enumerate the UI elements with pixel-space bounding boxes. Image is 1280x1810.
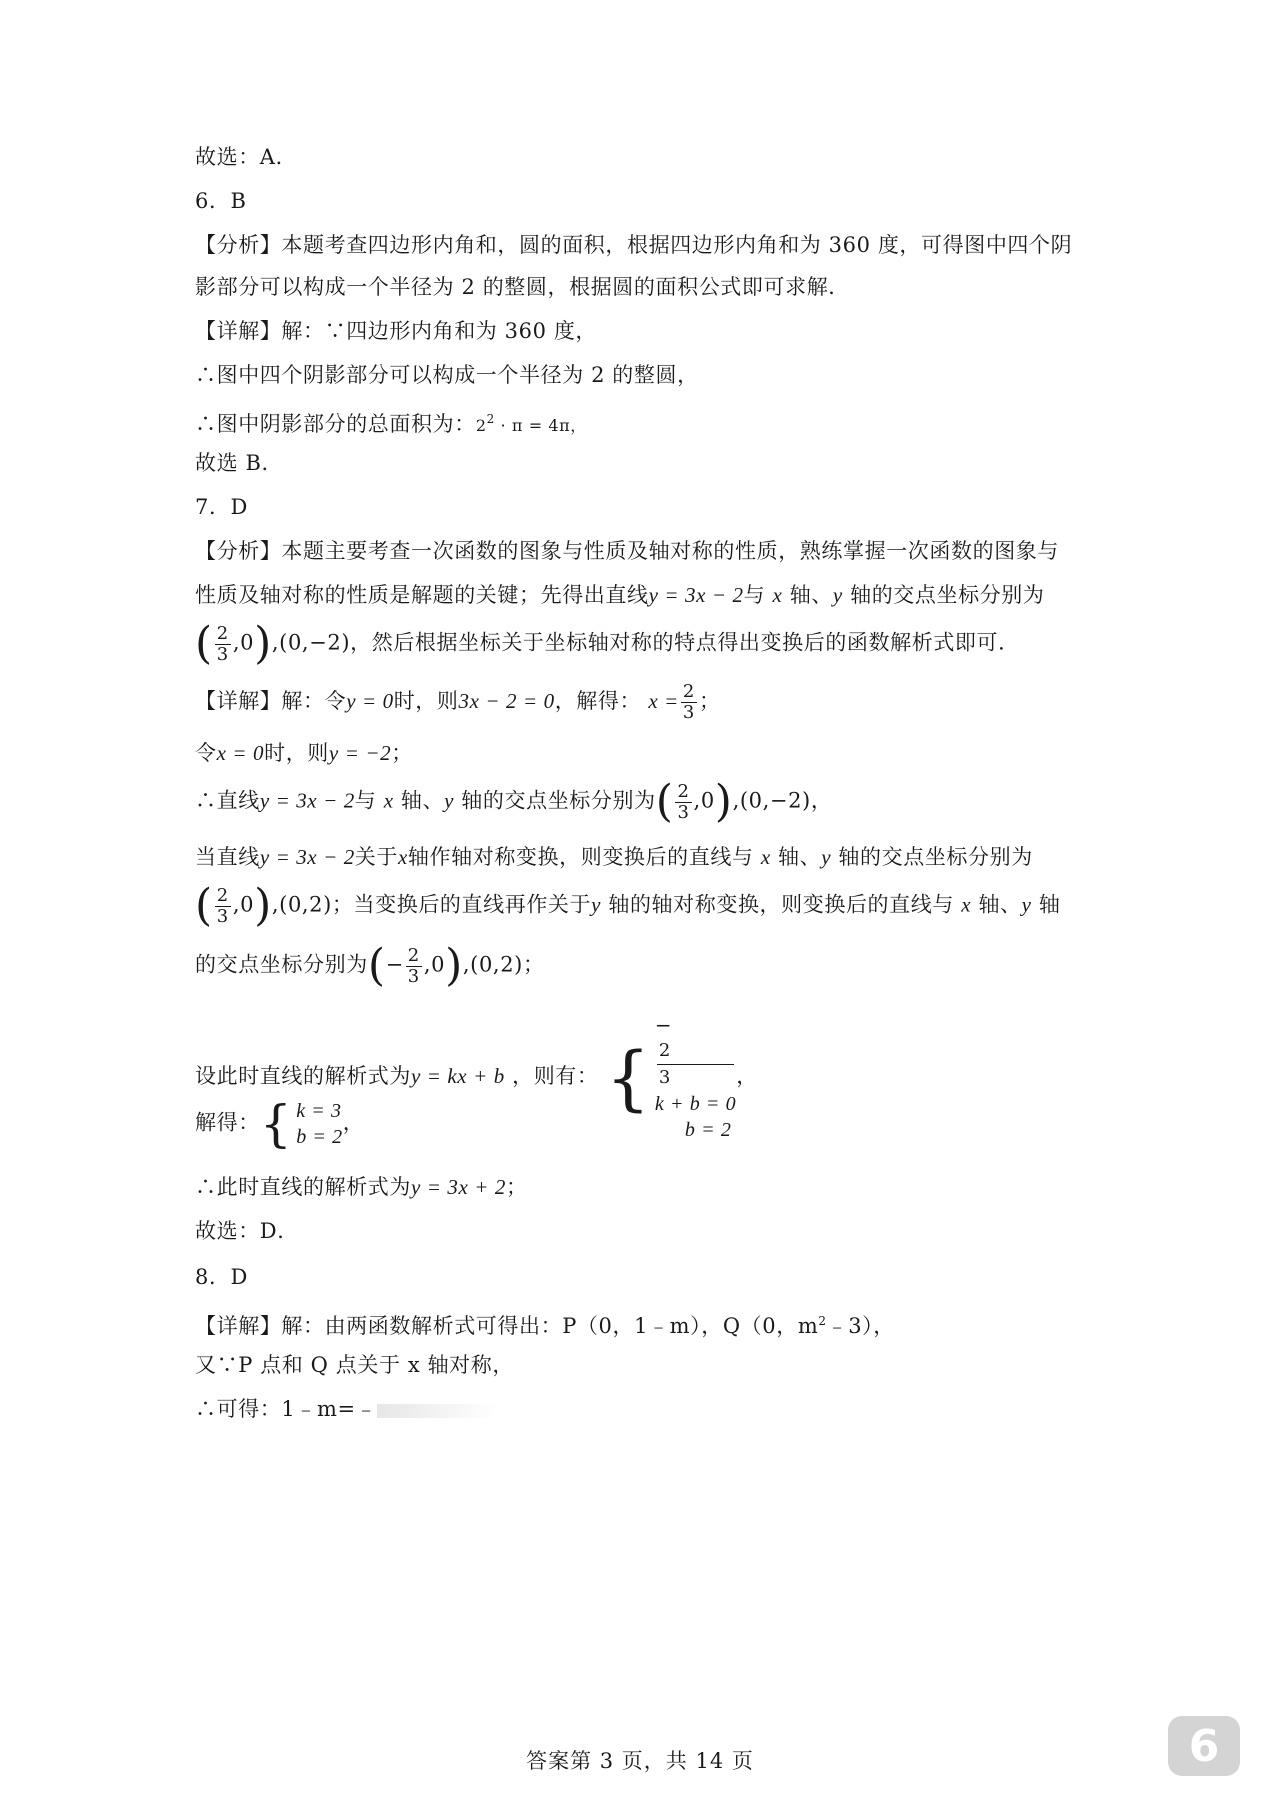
text-line — [195, 1306, 895, 1341]
math-span: x = — [648, 689, 679, 713]
paren: ( — [195, 618, 213, 669]
math-span: x — [383, 788, 394, 813]
math-span: y = 3x − 2 — [648, 583, 744, 607]
text-span: 轴的交点坐标分别为 — [461, 788, 656, 813]
math-span: · π = 4π， — [494, 416, 587, 435]
text-span: 与 — [354, 788, 377, 813]
text-span: ∴此时直线的解析式为 — [195, 1175, 411, 1199]
math-span: y = 3x − 2 — [259, 788, 355, 813]
text-line: 【分析】本题考查四边形内角和，圆的面积，根据四边形内角和为 360 度，可得图中四个阴 — [195, 233, 1073, 257]
text-span: 解得： — [195, 1110, 260, 1135]
text-span: ， — [342, 1110, 365, 1135]
text-span: ,(0,−2)，然后根据坐标关于坐标轴对称的特点得出变换后的函数解析式即可． — [271, 630, 1020, 655]
paren: ( — [195, 880, 213, 931]
paren: ) — [445, 940, 463, 991]
text-line: 故选：D． — [195, 1219, 299, 1243]
fraction-denominator: 3 — [216, 643, 229, 665]
text-line — [195, 1394, 497, 1424]
fraction-denominator: 3 — [677, 801, 690, 823]
math-span: ,0 — [693, 788, 715, 813]
fraction-denominator: 3 — [658, 1067, 671, 1088]
equation-system — [259, 1095, 343, 1153]
superscript: 2 — [818, 1314, 827, 1328]
fraction-denominator: 3 — [407, 965, 420, 987]
text-span: ,(0,2)； — [462, 952, 545, 977]
math-span: ,0 — [232, 630, 255, 655]
text-span: 时，则 — [393, 689, 459, 713]
math-span: x — [961, 892, 972, 917]
math-span: 2 — [475, 416, 487, 435]
text-line — [195, 1172, 528, 1202]
equation-line — [655, 1012, 736, 1117]
math-span: x = 0 — [216, 741, 265, 765]
text-line — [195, 580, 1045, 610]
text-span: 轴、 — [789, 583, 833, 607]
text-span: ； — [698, 689, 721, 713]
fraction-denominator: 3 — [682, 702, 695, 723]
fraction-numerator: 2 — [657, 1038, 734, 1065]
paren: ( — [367, 940, 386, 991]
text-span: ； — [391, 741, 413, 765]
fraction-denominator: 3 — [216, 905, 229, 927]
math-span: − — [385, 952, 404, 977]
math-span: k + b = 0 — [654, 1093, 737, 1115]
text-line — [195, 776, 833, 827]
text-span: 关于 — [354, 845, 398, 869]
text-span: 轴 — [1038, 892, 1061, 917]
text-span: ,(0,2)；当变换后的直线再作关于 — [271, 892, 592, 917]
text-span: ，则有： — [512, 1064, 599, 1088]
superscript: 2 — [486, 412, 495, 426]
text-span: 轴、 — [400, 788, 445, 813]
math-span: y = 3x + 2 — [411, 1175, 506, 1199]
question-number: 6．B — [195, 189, 247, 213]
text-span: ﹣3）， — [826, 1314, 895, 1338]
fraction-numerator: 2 — [407, 944, 420, 966]
math-span: y = −2 — [328, 741, 392, 765]
math-span: x — [398, 845, 408, 869]
text-line — [195, 682, 721, 723]
text-line — [195, 880, 1061, 931]
paren: ) — [714, 776, 733, 827]
text-span: 时，则 — [264, 741, 329, 765]
text-span: 令 — [195, 741, 217, 765]
math-span: y — [1021, 892, 1032, 917]
text-line: 【详解】解：∵四边形内角和为 360 度， — [195, 319, 598, 343]
math-span: x — [772, 583, 783, 607]
math-span: y — [821, 845, 832, 869]
math-span: ,0 — [232, 892, 255, 917]
text-span: ∴图中阴影部分的总面积为： — [195, 412, 476, 436]
equation-lines — [296, 1098, 343, 1150]
equation-line: k = 3 — [296, 1100, 342, 1122]
text-span: 【详解】解：令 — [195, 689, 347, 713]
text-span: ，解得： — [554, 689, 642, 713]
text-span: ∴可得：1﹣m=﹣ — [195, 1397, 378, 1421]
text-span: ， — [736, 1064, 758, 1088]
text-line — [195, 1095, 365, 1153]
text-line — [195, 842, 1033, 872]
text-span: 轴作轴对称变换，则变换后的直线与 — [407, 845, 754, 869]
question-number: 8．D — [195, 1265, 248, 1289]
text-span: 设此时直线的解析式为 — [195, 1064, 411, 1088]
paren: ) — [254, 618, 272, 669]
math-span: ,0 — [423, 952, 446, 977]
fraction-numerator: 2 — [216, 622, 229, 644]
equation-line: b = 2 — [684, 1119, 732, 1141]
math-span: y — [832, 583, 843, 607]
text-span: ； — [505, 1175, 528, 1199]
text-line — [195, 404, 587, 441]
fraction-numerator: 2 — [677, 780, 690, 802]
text-line — [195, 940, 545, 991]
fraction — [657, 1038, 734, 1091]
text-span: 轴、 — [778, 845, 822, 869]
question-number: 7．D — [195, 495, 248, 519]
page-badge[interactable]: 6 — [1168, 1716, 1240, 1776]
paren: ) — [254, 880, 272, 931]
text-line: 故选：A． — [195, 145, 298, 169]
math-span: − — [654, 1013, 673, 1037]
page-footer: 答案第 3 页，共 14 页 — [526, 1749, 754, 1773]
text-span: 轴的轴对称变换，则变换后的直线与 — [608, 892, 954, 917]
text-span: 性质及轴对称的性质是解题的关键；先得出直线 — [195, 583, 649, 607]
math-span: y — [591, 892, 602, 917]
fraction — [215, 624, 231, 665]
math-span: x — [760, 845, 771, 869]
text-span: ,(0,−2)， — [732, 788, 833, 813]
text-span: 当直线 — [195, 845, 260, 869]
text-span: 轴的交点坐标分别为 — [850, 583, 1045, 607]
brace: { — [605, 1036, 651, 1119]
text-span: 与 — [743, 583, 766, 607]
math-span: y = 3x − 2 — [259, 845, 355, 869]
brace: { — [259, 1095, 293, 1153]
text-span: 轴、 — [978, 892, 1022, 917]
fraction — [681, 682, 697, 723]
math-span: y = 0 — [346, 689, 394, 713]
fraction — [406, 946, 422, 987]
math-span: y — [444, 788, 455, 813]
text-line: ∴图中四个阴影部分可以构成一个半径为 2 的整圆， — [195, 363, 699, 387]
text-span: 轴的交点坐标分别为 — [838, 845, 1033, 869]
fraction-numerator: 2 — [216, 884, 229, 906]
text-line: 又∵P 点和 Q 点关于 x 轴对称， — [195, 1353, 514, 1377]
paren: ( — [655, 776, 674, 827]
text-line — [195, 618, 1020, 669]
fraction-numerator: 2 — [682, 681, 695, 702]
text-line: 影部分可以构成一个半径为 2 的整圆，根据圆的面积公式即可求解． — [195, 275, 850, 299]
text-line: 故选 B． — [195, 451, 284, 475]
equation-line: b = 2 — [296, 1126, 343, 1148]
equation-lines — [655, 1012, 736, 1143]
text-span: 【详解】解：由两函数解析式可得出：P（0，1﹣m），Q（0，m — [195, 1314, 819, 1338]
math-span: y = kx + b — [411, 1064, 505, 1088]
cut-off-content — [377, 1404, 497, 1418]
text-line — [195, 738, 413, 768]
text-line: 【分析】本题主要考查一次函数的图象与性质及轴对称的性质，熟练掌握一次函数的图象与 — [195, 539, 1059, 563]
equation-system — [606, 1012, 736, 1143]
math-span: 3x − 2 = 0 — [458, 689, 555, 713]
fraction — [215, 886, 231, 927]
text-span: 的交点坐标分别为 — [195, 952, 368, 977]
fraction — [675, 782, 691, 823]
text-span: ∴直线 — [195, 788, 260, 813]
